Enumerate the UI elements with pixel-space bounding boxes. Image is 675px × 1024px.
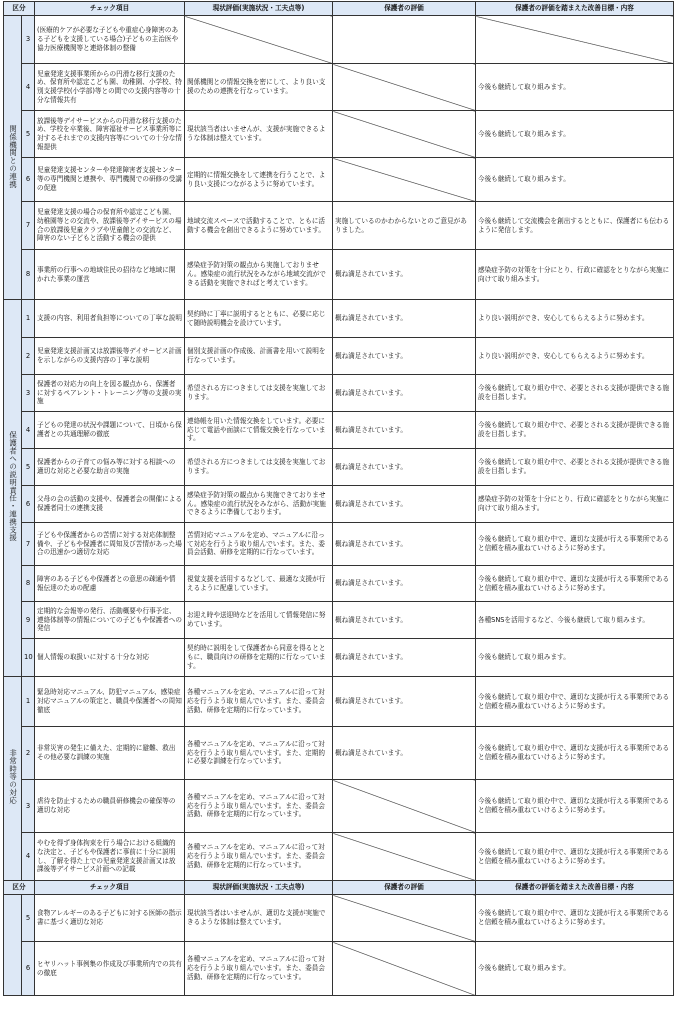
row-number: 8 [22,566,35,602]
improvement: より良い説明ができ、安心してもらえるように努めます。 [476,300,674,338]
parent-eval [333,942,476,996]
parent-eval: 概ね満足されています。 [333,250,476,300]
current-eval: 関係機関との情報交換を密にして、より良い支援のための連携を行なっています。 [185,64,333,111]
improvement: 今後も継続して交流機会を創出するとともに、保護者にも伝わるように発信します。 [476,202,674,250]
current-eval: 地域交流スペースで活動することで、ともに活動する機会を創出できるように努めています。 [185,202,333,250]
table-row [4,727,674,780]
parent-eval [333,64,476,111]
header-improvement: 保護者の評価を踏まえた改善目標・内容 [476,2,674,16]
parent-eval [333,111,476,158]
row-number: 4 [22,412,35,449]
current-eval: 希望される方につきましては支援を実施しております。 [185,449,333,486]
table-row [4,412,674,449]
table-row [4,300,674,338]
self-evaluation-table [3,1,674,996]
parent-eval [333,16,476,64]
parent-eval: 概ね満足されています。 [333,566,476,602]
current-eval: 契約時に丁寧に説明するとともに、必要に応じて随時説明機会を設けています。 [185,300,333,338]
current-eval: 苦情対応マニュアルを定め、マニュアルに沿って対応を行うよう取り組んでいます。また、委員会活動、研修を定期的に行なっています。 [185,523,333,566]
header-parent-eval: 保護者の評価 [333,2,476,16]
improvement: 今後も継続して取り組みます。 [476,639,674,677]
parent-eval: 概ね満足されています。 [333,300,476,338]
improvement: 今後も継続して取り組みます。 [476,942,674,996]
improvement: 今後も継続して取り組みます。 [476,111,674,158]
check-item: やむを得ず身体拘束を行う場合における組織的な決定と、子どもや保護者に事前に十分に説明し、了解を得た上での児童発達支援計画又は放課後等デイサービス計画への記載 [35,833,185,881]
category-emergency-cont [4,895,22,996]
improvement: 今後も継続して取り組む中で、適切な支援が行える事業所であると信頼を積み重ねていけるように努めます。 [476,727,674,780]
check-item: 保護者の対応力の向上を図る観点から、保護者に対するペアレント・トレーニング等の支援の実施 [35,375,185,412]
header-current-eval: 現状評価(実施状況・工夫点等) [185,2,333,16]
parent-eval [333,158,476,202]
check-item: 障害のある子どもや保護者との意思の疎通や情報伝達のための配慮 [35,566,185,602]
current-eval: 希望される方につきましては支援を実施しております。 [185,375,333,412]
improvement: 今後も継続して取り組む中で、適切な支援が行える事業所であると信頼を積み重ねていけるように努めます。 [476,833,674,881]
parent-eval [333,833,476,881]
row-number: 1 [22,300,35,338]
row-number: 10 [22,639,35,677]
current-eval [185,16,333,64]
header-current-eval: 現状評価(実施状況・工夫点等) [185,881,333,895]
table-row [4,250,674,300]
parent-eval: 概ね満足されています。 [333,523,476,566]
improvement: 感染症予防の対策を十分にとり、行政に確認をとりながら実施に向けて取り組みます。 [476,250,674,300]
check-item: 緊急時対応マニュアル、防犯マニュアル、感染症対応マニュアルの策定と、職員や保護者への周知徹底 [35,677,185,727]
row-number: 4 [22,833,35,881]
improvement: 今後も継続して取り組む中で、必要とされる支援が提供できる施設を目指します。 [476,449,674,486]
improvement: より良い説明ができ、安心してもらえるように努めます。 [476,338,674,375]
header-category: 区分 [4,881,35,895]
table-row [4,523,674,566]
check-item: ヒヤリハット事例集の作成及び事業所内での共有の徹底 [35,942,185,996]
row-number: 2 [22,727,35,780]
check-item: 子どもの発達の状況や課題について、日頃から保護者との共通理解の徹底 [35,412,185,449]
check-item: 虐待を防止するための職員研修機会の確保等の適切な対応 [35,780,185,833]
current-eval: 各種マニュアルを定め、マニュアルに沿って対応を行うよう取り組んでいます。また、委員会活動、研修を定期的に行なっています。 [185,780,333,833]
table-row [4,64,674,111]
improvement: 今後も継続して取り組む中で、適切な支援が行える事業所であると信頼を積み重ねていけるように努めます。 [476,677,674,727]
row-number: 5 [22,449,35,486]
parent-eval: 概ね満足されています。 [333,375,476,412]
table-row [4,486,674,523]
header-improvement: 保護者の評価を踏まえた改善目標・内容 [476,881,674,895]
row-number: 7 [22,202,35,250]
header-parent-eval: 保護者の評価 [333,881,476,895]
improvement: 今後も継続して取り組む中で、適切な支援が行える事業所であると信頼を積み重ねていけるように努めます。 [476,895,674,942]
row-number: 7 [22,523,35,566]
check-item: (医療的ケアが必要な子どもや重症心身障害のある子どもを支援している場合)子どもの主治医や協力医療機関等と連絡体制の整備 [35,16,185,64]
check-item: 児童発達支援事業所からの円滑な移行支援のため、保育所や認定こども園、幼稚園、小学校、特別支援学校(小学部)等との間での支援内容等の十分な情報共有 [35,64,185,111]
current-eval: 各種マニュアルを定め、マニュアルに沿って対応を行うよう取り組んでいます。また、定期的に必要な訓練を行なっています。 [185,727,333,780]
parent-eval [333,895,476,942]
parent-eval: 概ね満足されています。 [333,486,476,523]
parent-eval: 概ね満足されています。 [333,412,476,449]
row-number: 1 [22,677,35,727]
improvement: 今後も継続して取り組みます。 [476,158,674,202]
table-row [4,566,674,602]
row-number: 5 [22,895,35,942]
category-emergency: 非常時等の対応 [4,677,22,881]
check-item: 児童発達支援センターや発達障害者支援センター等の専門機関と連携や、専門機関での研修の受講の促進 [35,158,185,202]
parent-eval: 概ね満足されています。 [333,677,476,727]
improvement: 今後も継続して取り組む中で、適切な支援が行える事業所であると信頼を積み重ねていけるように努めます。 [476,566,674,602]
table-row [4,833,674,881]
current-eval: 現状該当者はいませんが、適切な支援が実施できるような体制は整えています。 [185,895,333,942]
improvement: 今後も継続して取り組む中で、適切な支援が行える事業所であると信頼を積み重ねていけるように努めます。 [476,780,674,833]
table-row [4,942,674,996]
table-header-row-repeat [4,881,674,895]
table-row [4,375,674,412]
table-row [4,338,674,375]
row-number: 6 [22,942,35,996]
parent-eval: 概ね満足されています。 [333,602,476,639]
check-item: 児童発達支援の場合の保育所や認定こども園、幼稚園等との交流や、放課後等デイサービスの場合の放課後児童クラブや児童館との交流など、障害のない子どもと活動する機会の提供 [35,202,185,250]
improvement [476,16,674,64]
table-row [4,639,674,677]
table-row [4,677,674,727]
parent-eval [333,780,476,833]
current-eval: 個別支援計画の作成後、計画書を用いて説明を行なっています。 [185,338,333,375]
current-eval: 感染症予防対策の観点から実施しておりません。感染症の流行状況をみながら地域交流ができる活動を実施できればと考えています。 [185,250,333,300]
current-eval: 各種マニュアルを定め、マニュアルに沿って対応を行うよう取り組んでいます。また、委員会活動、研修を定期的に行なっています。 [185,942,333,996]
table-row [4,895,674,942]
check-item: 児童発達支援計画又は放課後等デイサービス計画を示しながらの支援内容の丁寧な説明 [35,338,185,375]
current-eval: 現状該当者はいませんが、支援が実施できるような体制は整えています。 [185,111,333,158]
table-row [4,449,674,486]
parent-eval: 概ね満足されています。 [333,639,476,677]
current-eval: 感染症予防対策の観点から実施できておりません。感染症の流行状況をみながら、活動が実施できるように準備しております。 [185,486,333,523]
header-category: 区分 [4,2,35,16]
table-header-row [4,2,674,16]
parent-eval: 概ね満足されています。 [333,449,476,486]
check-item: 保護者からの子育ての悩み等に対する相談への適切な対応と必要な助言の実施 [35,449,185,486]
current-eval: 定期的に情報交換をして連携を行うことで、より良い支援につながるように努めています。 [185,158,333,202]
header-check-item: チェック項目 [35,881,185,895]
improvement: 今後も継続して取り組む中で、必要とされる支援が提供できる施設を目指します。 [476,412,674,449]
row-number: 6 [22,158,35,202]
check-item: 父母の会の活動の支援や、保護者会の開催による保護者同士の連携支援 [35,486,185,523]
table-row [4,158,674,202]
current-eval: 各種マニュアルを定め、マニュアルに沿って対応を行うよう取り組んでいます。また、委員会活動、研修を定期的に行なっています。 [185,677,333,727]
row-number: 5 [22,111,35,158]
row-number: 6 [22,486,35,523]
check-item: 個人情報の取扱いに対する十分な対応 [35,639,185,677]
improvement: 今後も継続して取り組む中で、必要とされる支援が提供できる施設を目指します。 [476,375,674,412]
check-item: 事業所の行事への地域住民の招待など地域に開かれた事業の運営 [35,250,185,300]
row-number: 8 [22,250,35,300]
header-check-item: チェック項目 [35,2,185,16]
category-relations: 関係機関との連携 [4,16,22,300]
check-item: 支援の内容、利用者負担等についての丁寧な説明 [35,300,185,338]
parent-eval: 概ね満足されています。 [333,338,476,375]
improvement: 今後も継続して取り組みます。 [476,64,674,111]
row-number: 4 [22,64,35,111]
category-parent-support: 保護者への説明責任・連携支援 [4,300,22,677]
table-row [4,602,674,639]
row-number: 9 [22,602,35,639]
table-row [4,16,674,64]
improvement: 感染症予防の対策を十分にとり、行政に確認をとりながら実施に向けて取り組みます。 [476,486,674,523]
table-row [4,202,674,250]
current-eval: 各種マニュアルを定め、マニュアルに沿って対応を行うよう取り組んでいます。また、委員会活動、研修を定期的に行なっています。 [185,833,333,881]
parent-eval: 実施しているのかわからないとのご意見がありました。 [333,202,476,250]
table-row [4,780,674,833]
improvement: 今後も継続して取り組む中で、適切な支援が行える事業所であると信頼を積み重ねていけるように努めます。 [476,523,674,566]
current-eval: 連絡帳を用いた情報交換をしています。必要に応じて電話や面談にて情報交換を行なっています。 [185,412,333,449]
current-eval: 契約時に説明をして保護者から同意を得るとともに、職員向けの研修を定期的に行なっています。 [185,639,333,677]
row-number: 2 [22,338,35,375]
improvement: 各種SNSを活用するなど、今後も継続して取り組みます。 [476,602,674,639]
check-item: 放課後等デイサービスからの円滑な移行支援のため、学校を卒業後、障害福祉サービス事業所等に対するそれまでの支援内容等についての十分な情報提供 [35,111,185,158]
row-number: 3 [22,780,35,833]
check-item: 子どもや保護者からの苦情に対する対応体制整備や、子どもや保護者に周知及び苦情があった場合の迅速かつ適切な対応 [35,523,185,566]
row-number: 3 [22,16,35,64]
current-eval: お迎え時や送迎時などを活用して情報発信に努めています。 [185,602,333,639]
row-number: 3 [22,375,35,412]
current-eval: 視覚支援を活用するなどして、最適な支援が行えるように配慮しています。 [185,566,333,602]
check-item: 食物アレルギーのある子どもに対する医師の指示書に基づく適切な対応 [35,895,185,942]
table-row [4,111,674,158]
parent-eval: 概ね満足されています。 [333,727,476,780]
check-item: 非常災害の発生に備えた、定期的に避難、救出その他必要な訓練の実施 [35,727,185,780]
check-item: 定期的な会報等の発行、活動概要や行事予定、連絡体制等の情報についての子どもや保護者への発信 [35,602,185,639]
